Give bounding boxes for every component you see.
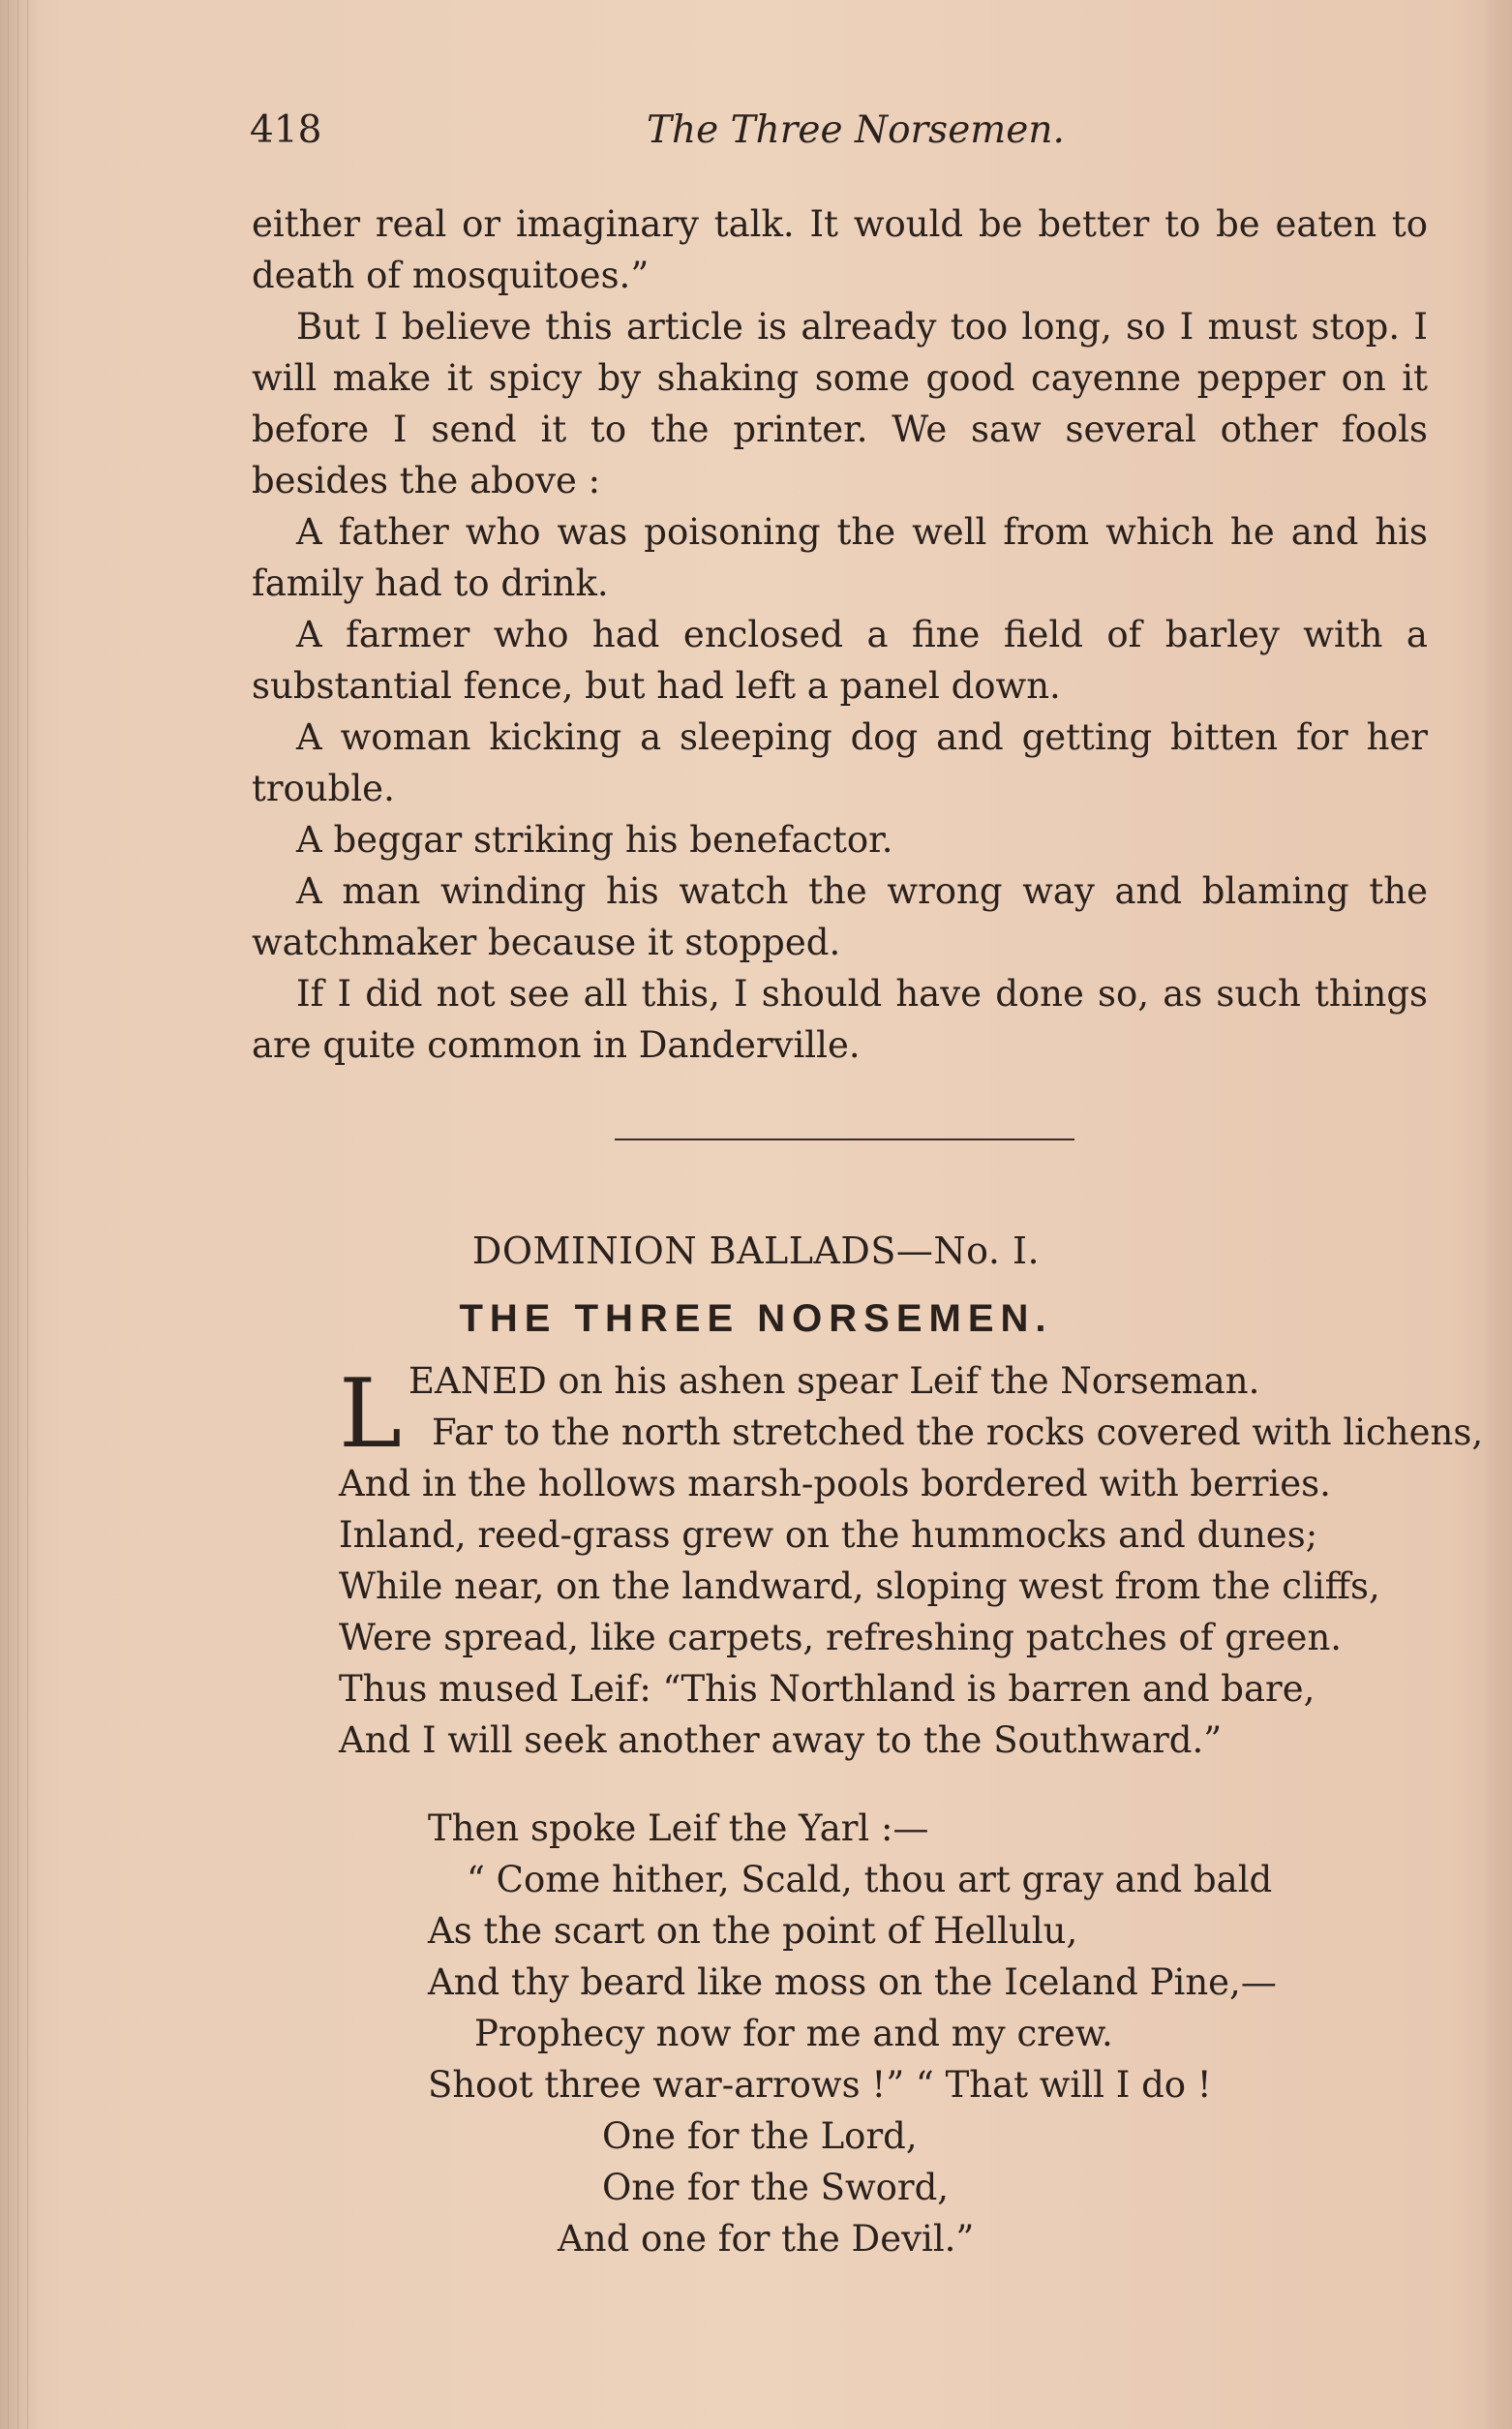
stanza: [428, 1803, 1396, 2264]
poem-line: One for the Sword,: [602, 2167, 950, 2208]
poem-line: And I will seek another away to the Southward.”: [339, 1719, 1223, 1761]
drop-cap: L: [339, 1359, 403, 1470]
paragraph: A father who was poisoning the well from which he and his family had to drink.: [252, 511, 1428, 604]
prose-section: [252, 198, 1428, 1071]
page-edge: [1483, 0, 1512, 2429]
paragraph: A woman kicking a sleeping dog and getting bitten for her trouble.: [252, 716, 1428, 809]
gutter-line: [8, 0, 9, 2429]
poem-line: “ Come hither, Scald, thou art gray and bald: [467, 1859, 1273, 1900]
poem-line: Then spoke Leif the Yarl :—: [428, 1807, 929, 1849]
poem-line: And in the hollows marsh-pools bordered with berries.: [339, 1463, 1331, 1504]
poem-line: Far to the north stretched the rocks covered with lichens,: [432, 1412, 1484, 1453]
poem-line: Shoot three war-arrows !” “ That will I do !: [428, 2064, 1212, 2106]
paragraph: A beggar striking his benefactor.: [296, 819, 893, 861]
paragraph: But I believe this article is already too long, so I must stop. I will make it spicy by shaking some good cayenne pepper on it before I send it to the printer. We saw several other fools besides the above :: [252, 306, 1428, 501]
page-gutter: [0, 0, 39, 2429]
paragraph: If I did not see all this, I should have done so, as such things are quite common in Danderville.: [252, 973, 1428, 1066]
poem-line: Thus mused Leif: “This Northland is barren and bare,: [339, 1668, 1315, 1710]
paragraph: either real or imaginary talk. It would be better to be eaten to death of mosquitoes.”: [252, 203, 1428, 296]
running-title: The Three Norsemen.: [647, 108, 1065, 152]
poem-line: Inland, reed-grass grew on the hummocks and dunes;: [339, 1514, 1318, 1556]
poem-line: While near, on the landward, sloping west from the cliffs,: [339, 1565, 1380, 1607]
paragraph: A man winding his watch the wrong way and blaming the watchmaker because it stopped.: [252, 870, 1428, 963]
poem-line: Were spread, like carpets, refreshing patches of green.: [339, 1617, 1343, 1658]
section-divider: [615, 1139, 1074, 1140]
poem-line: Prophecy now for me and my crew.: [474, 2013, 1113, 2054]
running-header: [250, 108, 1431, 157]
poem-line: And thy beard like moss on the Iceland Pine,—: [428, 1961, 1277, 2003]
gutter-line: [27, 0, 28, 2429]
series-title: DOMINION BALLADS—No. I.: [471, 1230, 1041, 1272]
paragraph: A farmer who had enclosed a fine field of barley with a substantial fence, but had left a panel down.: [252, 614, 1428, 707]
page-number: 418: [250, 108, 322, 152]
poem-line: EANED on his ashen spear Leif the Norseman.: [408, 1360, 1260, 1402]
poem-title: THE THREE NORSEMEN.: [459, 1297, 1053, 1340]
poem-line: As the scart on the point of Hellulu,: [428, 1910, 1078, 1952]
poem-line: And one for the Devil.”: [558, 2218, 975, 2260]
gutter-line: [17, 0, 18, 2429]
poem-line: One for the Lord,: [602, 2115, 918, 2157]
